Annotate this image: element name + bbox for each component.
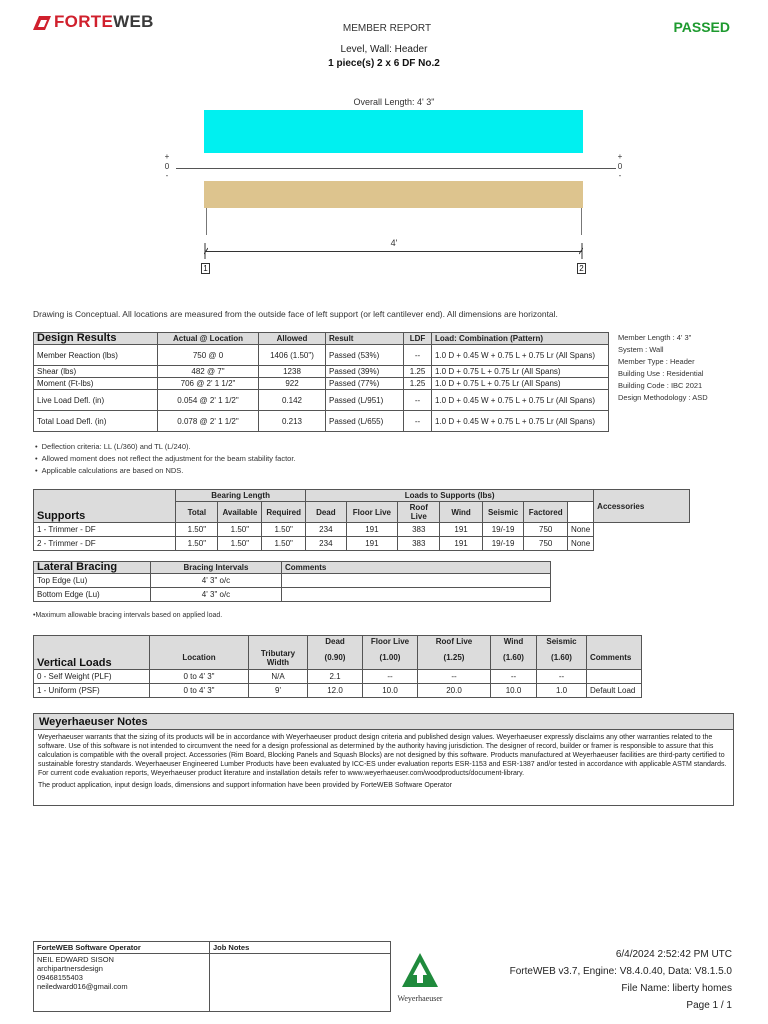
col-roof-live: Roof Live <box>418 636 491 648</box>
result-allowed: 922 <box>259 378 326 390</box>
cell <box>587 669 642 683</box>
col-wind: Wind <box>440 502 482 523</box>
bracing-comment <box>282 588 551 602</box>
table-row <box>34 574 551 588</box>
file-name: File Name: liberty homes <box>621 983 732 994</box>
load-name: 0 - Self Weight (PLF) <box>34 669 150 683</box>
vertical-loads-table <box>33 635 642 698</box>
supports-table <box>33 489 690 551</box>
cell: -- <box>363 669 418 683</box>
result-ldf: -- <box>404 411 432 432</box>
cell: N/A <box>249 669 308 683</box>
col-location: Location <box>150 647 249 669</box>
bracing-comment <box>282 574 551 588</box>
table-row <box>34 523 690 537</box>
member-type: Member Type : Header <box>618 357 695 366</box>
result-combination: 1.0 D + 0.75 L + 0.75 Lr (All Spans) <box>432 366 609 378</box>
cell: 1.50" <box>262 537 306 551</box>
table-row <box>34 669 642 683</box>
note-item: • Applicable calculations are based on NDS. <box>33 465 593 477</box>
load-diagram <box>204 110 583 153</box>
support-marker-1: 1 <box>201 263 210 274</box>
cell: 1.50" <box>262 523 306 537</box>
cell: Default Load <box>587 683 642 697</box>
result-actual: 750 @ 0 <box>158 345 259 366</box>
table-row <box>34 411 609 432</box>
col-ldf: LDF <box>404 333 432 345</box>
cell: 191 <box>440 537 482 551</box>
col-actual-location: Actual @ Location <box>158 333 259 345</box>
col-result: Result <box>326 333 404 345</box>
design-results-table <box>33 332 609 432</box>
col-tributary-width: Tributary Width <box>249 647 308 669</box>
job-notes-header: Job Notes <box>210 942 391 954</box>
col-comments: Comments <box>282 562 551 574</box>
cell: 191 <box>346 523 398 537</box>
right-minus-sign: - <box>618 171 622 180</box>
result-ldf: -- <box>404 390 432 411</box>
bearing-length-header: Bearing Length <box>176 490 306 502</box>
bracing-interval: 4' 3" o/c <box>151 588 282 602</box>
span-dimension-label: 4' <box>390 238 398 248</box>
cell: 19/-19 <box>482 537 524 551</box>
col-wind-factor: (1.60) <box>491 647 537 669</box>
result-label: Total Load Defl. (in) <box>34 411 158 432</box>
cell: 2.1 <box>308 669 363 683</box>
cell: 383 <box>398 523 440 537</box>
bracing-interval: 4' 3" o/c <box>151 574 282 588</box>
col-floor-live-factor: (1.00) <box>363 647 418 669</box>
col-roof-live: Roof Live <box>398 502 440 523</box>
note-item: • Deflection criteria: LL (L/360) and TL (L/240). <box>33 441 593 453</box>
right-support-post <box>581 208 582 235</box>
table-row <box>34 378 609 390</box>
col-dead: Dead <box>306 502 347 523</box>
weyerhaeuser-notes-paragraph: Weyerhaeuser warrants that the sizing of its products will be in accordance with Weyerhaeuser product design criteria and published design values. Weyerhaeuser expressly disclaims any other warranties related to the software. Use of this software is not intended to circumvent the need for a design professional as determined by the authority having jurisdiction. The designer of record, builder or framer is responsible to assure that this calculation is compatible with the overall project. Accessories (Rim Board, Blocking Panels and Squash Blocks) are not designed by this software. Products manufactured at Weyerhaeuser facilities are third-party certified to sustainable forestry standards. Weyerhaeuser Engineered Lumber Products have been evaluated by ICC-ES under evaluation reports ESR-1153 and ESR-1387 and/or tested in accordance with applicable ASTM standards. For current code evaluation reports, Weyerhaeuser product literature and installation details refer to www.weyerhaeuser.com/woodproducts/document-library. <box>38 734 727 777</box>
result-combination: 1.0 D + 0.45 W + 0.75 L + 0.75 Lr (All Spans) <box>432 411 609 432</box>
support-name: 1 - Trimmer - DF <box>34 523 176 537</box>
result-combination: 1.0 D + 0.45 W + 0.75 L + 0.75 Lr (All Spans) <box>432 390 609 411</box>
weyerhaeuser-notes <box>33 713 734 806</box>
col-factored: Factored <box>524 502 568 523</box>
software-version: ForteWEB v3.7, Engine: V8.4.0.40, Data: V8.1.5.0 <box>509 966 732 977</box>
span-dimension-line <box>206 251 582 252</box>
col-dead: Dead <box>308 636 363 648</box>
weyerhaeuser-tree-icon <box>393 953 447 992</box>
overall-length-label: Overall Length: 4' 3" <box>353 97 435 107</box>
cell: 1.0 <box>537 683 587 697</box>
result-actual: 0.078 @ 2' 1 1/2" <box>158 411 259 432</box>
cell: None <box>568 523 594 537</box>
building-code: Building Code : IBC 2021 <box>618 381 703 390</box>
right-plus-sign: + <box>617 152 623 161</box>
table-row <box>34 683 642 697</box>
result-status: Passed (39%) <box>326 366 404 378</box>
cell: 1.50" <box>176 523 218 537</box>
weyerhaeuser-notes-paragraph: The product application, input design loads, dimensions and support information have been provided by ForteWEB Software Operator <box>38 782 453 789</box>
operator-header: ForteWEB Software Operator <box>34 942 210 954</box>
result-label: Moment (Ft-lbs) <box>34 378 158 390</box>
cell: 191 <box>346 537 398 551</box>
zero-reference-line <box>176 168 616 169</box>
col-floor-live: Floor Live <box>346 502 398 523</box>
supports-title: Supports <box>34 490 176 523</box>
report-subtitle: Level, Wall: Header <box>340 44 428 55</box>
result-status: Passed (L/951) <box>326 390 404 411</box>
cell: 12.0 <box>308 683 363 697</box>
beam-diagram <box>204 181 583 208</box>
bracing-edge: Top Edge (Lu) <box>34 574 151 588</box>
cell: 9' <box>249 683 308 697</box>
bracing-edge: Bottom Edge (Lu) <box>34 588 151 602</box>
cell: 383 <box>398 537 440 551</box>
col-seismic-factor: (1.60) <box>537 647 587 669</box>
logo-text-web: WEB <box>113 12 154 31</box>
design-results-title: Design Results <box>34 333 158 345</box>
col-location-top <box>150 636 249 648</box>
weyerhaeuser-notes-title: Weyerhaeuser Notes <box>34 714 733 730</box>
result-ldf: -- <box>404 345 432 366</box>
result-actual: 482 @ 7" <box>158 366 259 378</box>
building-use: Building Use : Residential <box>618 369 704 378</box>
operator-name: NEIL EDWARD SISON <box>37 955 114 964</box>
support-marker-2: 2 <box>577 263 586 274</box>
vertical-loads-title: Vertical Loads <box>34 636 150 670</box>
cell: None <box>568 537 594 551</box>
col-dead-factor: (0.90) <box>308 647 363 669</box>
cell: 20.0 <box>418 683 491 697</box>
table-row <box>34 537 690 551</box>
col-accessories: Accessories <box>594 490 690 523</box>
col-load-combination: Load: Combination (Pattern) <box>432 333 609 345</box>
note-item: • Allowed moment does not reflect the adjustment for the beam stability factor. <box>33 453 593 465</box>
result-ldf: 1.25 <box>404 378 432 390</box>
report-meta <box>470 946 732 1014</box>
result-ldf: 1.25 <box>404 366 432 378</box>
table-row <box>34 366 609 378</box>
fortweb-logo <box>33 11 154 33</box>
cell: 750 <box>524 537 568 551</box>
weyerhaeuser-logo <box>393 953 447 1003</box>
page-number: Page 1 / 1 <box>686 1000 732 1011</box>
cell: 1.50" <box>218 537 262 551</box>
drawing-note: Drawing is Conceptual. All locations are measured from the outside face of left support (or left cantilever end). All dimensions are horizontal. <box>33 309 558 319</box>
table-row <box>34 345 609 366</box>
report-title: MEMBER REPORT <box>342 23 432 34</box>
left-zero-label: 0 <box>164 162 170 171</box>
logo-text-forte: FORTE <box>54 12 114 31</box>
cell: 191 <box>440 523 482 537</box>
col-tributary-top <box>249 636 308 648</box>
cell: 19/-19 <box>482 523 524 537</box>
result-status: Passed (77%) <box>326 378 404 390</box>
cell: 234 <box>306 523 347 537</box>
result-label: Shear (lbs) <box>34 366 158 378</box>
cell: 750 <box>524 523 568 537</box>
status-badge: PASSED <box>673 19 730 35</box>
result-label: Member Reaction (lbs) <box>34 345 158 366</box>
design-methodology: Design Methodology : ASD <box>618 393 708 402</box>
left-minus-sign: - <box>165 171 169 180</box>
result-allowed: 0.213 <box>259 411 326 432</box>
cell: -- <box>418 669 491 683</box>
col-roof-live-factor: (1.25) <box>418 647 491 669</box>
col-seismic: Seismic <box>537 636 587 648</box>
job-notes <box>210 954 391 1012</box>
col-comments: Comments <box>587 647 642 669</box>
cell: 1.50" <box>176 537 218 551</box>
bracing-note: •Maximum allowable bracing intervals based on applied load. <box>33 612 223 619</box>
result-actual: 706 @ 2' 1 1/2" <box>158 378 259 390</box>
cell: 10.0 <box>491 683 537 697</box>
result-status: Passed (L/655) <box>326 411 404 432</box>
right-zero-label: 0 <box>617 162 623 171</box>
table-row <box>34 390 609 411</box>
support-name: 2 - Trimmer - DF <box>34 537 176 551</box>
operator-info <box>34 954 210 1012</box>
loads-to-supports-header: Loads to Supports (lbs) <box>306 490 594 502</box>
col-total: Total <box>176 502 218 523</box>
col-available: Available <box>218 502 262 523</box>
result-allowed: 1238 <box>259 366 326 378</box>
result-combination: 1.0 D + 0.45 W + 0.75 L + 0.75 Lr (All Spans) <box>432 345 609 366</box>
cell: 10.0 <box>363 683 418 697</box>
operator-email: neiledward016@gmail.com <box>37 982 128 991</box>
lateral-bracing-title: Lateral Bracing <box>34 562 151 574</box>
cell: 1.50" <box>218 523 262 537</box>
member-length: Member Length : 4' 3" <box>618 333 692 342</box>
result-allowed: 1406 (1.50") <box>259 345 326 366</box>
cell: 0 to 4' 3" <box>150 683 249 697</box>
operator-table <box>33 941 391 1012</box>
load-name: 1 - Uniform (PSF) <box>34 683 150 697</box>
cell: 0 to 4' 3" <box>150 669 249 683</box>
col-required: Required <box>262 502 306 523</box>
result-status: Passed (53%) <box>326 345 404 366</box>
member-info-panel <box>618 332 748 404</box>
design-notes <box>33 441 593 477</box>
fortweb-logo-mark-icon <box>33 14 51 30</box>
system: System : Wall <box>618 345 664 354</box>
col-wind: Wind <box>491 636 537 648</box>
weyerhaeuser-logo-text: Weyerhaeuser <box>397 994 443 1003</box>
cell: -- <box>491 669 537 683</box>
left-support-post <box>206 208 207 235</box>
col-seismic: Seismic <box>482 502 524 523</box>
col-allowed: Allowed <box>259 333 326 345</box>
dimension-tick-left-icon <box>204 243 208 259</box>
result-actual: 0.054 @ 2' 1 1/2" <box>158 390 259 411</box>
report-date: 6/4/2024 2:52:42 PM UTC <box>615 949 732 960</box>
col-floor-live: Floor Live <box>363 636 418 648</box>
col-comments-top <box>587 636 642 648</box>
col-bracing-intervals: Bracing Intervals <box>151 562 282 574</box>
table-row <box>34 588 551 602</box>
left-plus-sign: + <box>164 152 170 161</box>
lateral-bracing-table <box>33 561 551 602</box>
member-description: 1 piece(s) 2 x 6 DF No.2 <box>328 58 440 69</box>
operator-phone: 09468155403 <box>37 973 83 982</box>
cell: -- <box>537 669 587 683</box>
dimension-tick-right-icon <box>579 243 583 259</box>
result-combination: 1.0 D + 0.75 L + 0.75 Lr (All Spans) <box>432 378 609 390</box>
operator-company: archipartnersdesign <box>37 964 103 973</box>
result-label: Live Load Defl. (in) <box>34 390 158 411</box>
result-allowed: 0.142 <box>259 390 326 411</box>
cell: 234 <box>306 537 347 551</box>
